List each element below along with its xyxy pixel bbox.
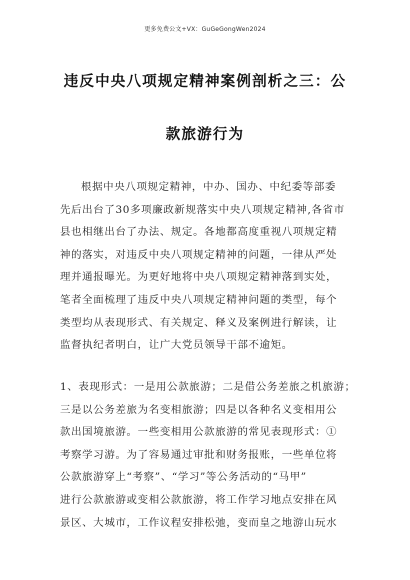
body-paragraph-1 [60, 176, 356, 357]
paragraph-line: 款出国境旅游。一些变相用公款旅游的常见表现形式：① [60, 426, 338, 439]
body-paragraph-2 [60, 376, 356, 534]
paragraph-line: 先后出台了30多项廉政新规落实中央八项规定精神,各省市 [60, 203, 345, 216]
paragraph-line: 类型均从表现形式、有关规定、释义及案例进行解读，让 [60, 316, 338, 329]
paragraph-line: 监督执纪者明白，让广大党员领导干部不逾矩。 [60, 339, 293, 352]
header-note: 更多免费公文+VX：GuGeGongWen2024 [144, 26, 266, 33]
paragraph-line: 公款旅游穿上“考察”、“学习”等公务活动的“马甲” [60, 471, 307, 484]
paragraph-line: 1、表现形式：一是用公款旅游；二是借公务差旅之机旅游； [60, 381, 356, 393]
document-title-line-2: 款旅游行为 [165, 127, 245, 143]
paragraph-line: 进行公款旅游或变相公款旅游，将工作学习地点安排在风 [60, 493, 338, 506]
paragraph-line: 根据中央八项规定精神，中办、国办、中纪委等部委 [81, 181, 337, 193]
paragraph-line: 理并通报曝光。为更好地将中央八项规定精神落到实处， [60, 271, 338, 284]
document-title-line-1: 违反中央八项规定精神案例剖析之三：公 [63, 74, 347, 90]
paragraph-line: 三是以公务差旅为名变相旅游；四是以各种名义变相用公 [60, 403, 338, 416]
paragraph-line: 考察学习游。为了容易通过审批和财务报账，一些单位将 [60, 448, 338, 461]
paragraph-line: 笔者全面梳理了违反中央八项规定精神问题的类型，每个 [60, 293, 338, 306]
paragraph-line: 神的落实，对违反中央八项规定精神的问题，一律从严处 [60, 248, 338, 261]
paragraph-line: 景区、大城市，工作议程安排松弛，变而皇之地游山玩水 [60, 516, 338, 529]
paragraph-line: 县也相继出台了办法、规定。各地都高度重视八项规定精 [60, 226, 338, 239]
